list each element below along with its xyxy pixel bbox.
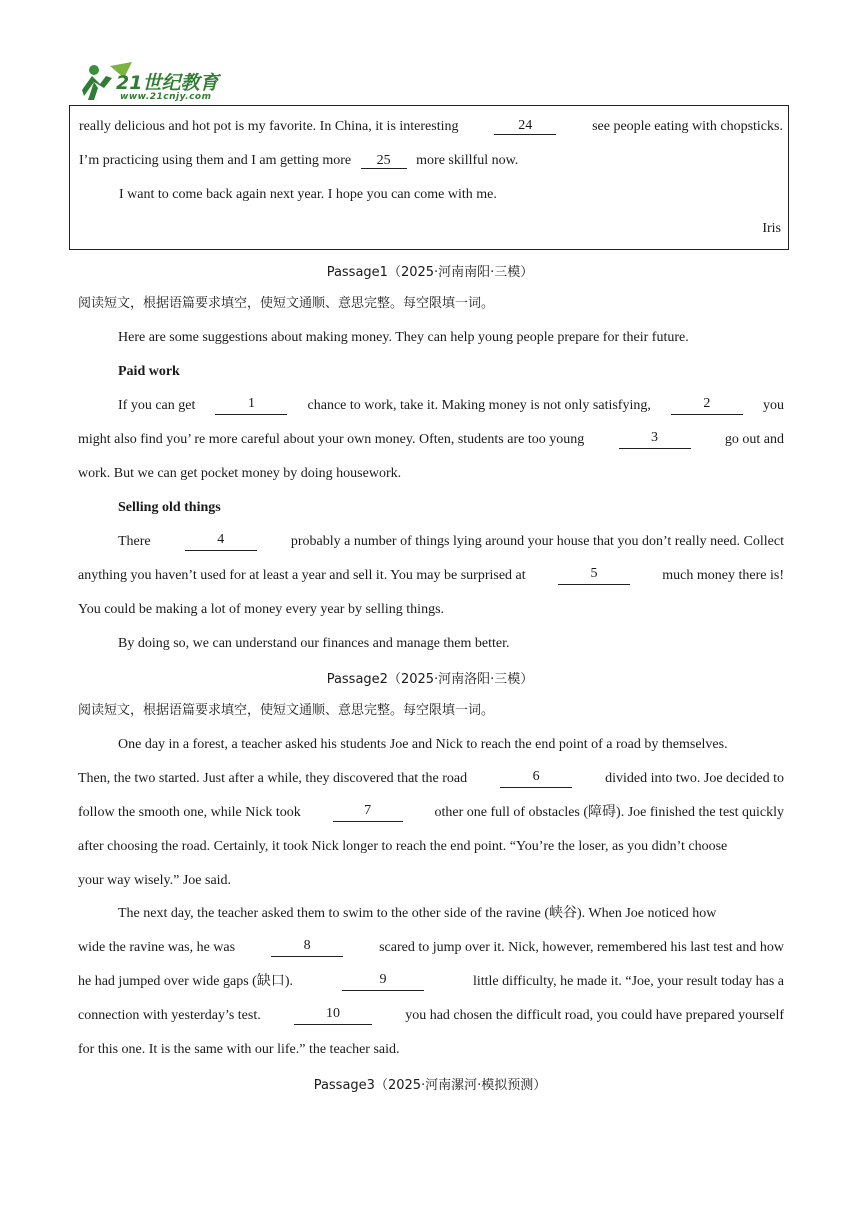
blank-10[interactable]: 10 xyxy=(294,1007,372,1025)
passage1-intro: Here are some suggestions about making money. They can help young people prepare for their future. xyxy=(118,330,689,345)
heading-selling-old-things: Selling old things xyxy=(118,500,221,515)
passage1-line: By doing so, we can understand our finances and manage them better. xyxy=(118,636,510,651)
blank-6[interactable]: 6 xyxy=(500,770,572,788)
blank-1[interactable]: 1 xyxy=(215,397,287,415)
blank-7[interactable]: 7 xyxy=(333,804,403,822)
logo-url: www.21cnjy.com xyxy=(120,92,212,102)
letter-line-2: I’m practicing using them and I am getting more 25 more skillful now. xyxy=(79,153,519,168)
passage2-line: after choosing the road. Certainly, it took Nick longer to reach the end point. “You’re the loser, as you didn’t choose xyxy=(78,839,728,854)
letter-line-1: really delicious and hot pot is my favorite. In China, it is interesting 24 see people eating with chopsticks. xyxy=(79,118,783,134)
passage2-line: wide the ravine was, he was 8 scared to jump over it. Nick, however, remembered his last test and how xyxy=(78,938,784,955)
heading-paid-work: Paid work xyxy=(118,364,180,379)
letter-line-3: I want to come back again next year. I hope you can come with me. xyxy=(119,187,497,202)
blank-24[interactable]: 24 xyxy=(494,119,556,135)
passage1-line: might also find you’ re more careful about your own money. Often, students are too young 3 go out and xyxy=(78,430,784,447)
passage1-line: There 4 probably a number of things lying around your house that you don’t really need. Collect xyxy=(118,532,784,549)
letter-signature: Iris xyxy=(762,221,781,236)
passage1-line: If you can get 1 chance to work, take it. Making money is not only satisfying, 2 you xyxy=(118,396,784,413)
passage2-title: Passage2（2025·河南洛阳·三模） xyxy=(326,672,534,687)
passage1-instructions: 阅读短文，根据语篇要求填空，使短文通顺、意思完整。每空限填一词。 xyxy=(78,296,495,311)
site-logo xyxy=(80,60,250,106)
passage2-line: follow the smooth one, while Nick took 7 other one full of obstacles (障碍). Joe finished the test quickly xyxy=(78,803,784,820)
blank-9[interactable]: 9 xyxy=(342,973,424,991)
blank-3[interactable]: 3 xyxy=(619,431,691,449)
passage2-instructions: 阅读短文，根据语篇要求填空，使短文通顺、意思完整。每空限填一词。 xyxy=(78,703,495,718)
passage2-line: Then, the two started. Just after a while, they discovered that the road 6 divided into two. Joe decided to xyxy=(78,769,784,786)
passage2-line: your way wisely.” Joe said. xyxy=(78,873,232,888)
passage2-line: he had jumped over wide gaps (缺口). 9 little difficulty, he made it. “Joe, your result today has a xyxy=(78,972,784,989)
passage2-line: One day in a forest, a teacher asked his students Joe and Nick to reach the end point of a road by themselves. xyxy=(118,737,728,752)
logo-text: 21世纪教育 xyxy=(116,72,219,94)
passage1-line: You could be making a lot of money every year by selling things. xyxy=(78,602,445,617)
passage2-line: connection with yesterday’s test. 10 you had chosen the difficult road, you could have prepared yourself xyxy=(78,1006,784,1023)
blank-25[interactable]: 25 xyxy=(361,154,407,169)
blank-8[interactable]: 8 xyxy=(271,939,343,957)
passage1-title: Passage1（2025·河南南阳·三模） xyxy=(326,265,534,280)
passage1-line: work. But we can get pocket money by doing housework. xyxy=(78,466,402,481)
passage1-line: anything you haven’t used for at least a year and sell it. You may be surprised at 5 much money there is! xyxy=(78,566,784,583)
blank-5[interactable]: 5 xyxy=(558,567,630,585)
passage2-line: The next day, the teacher asked them to swim to the other side of the ravine (峡谷). When Joe noticed how xyxy=(118,906,717,921)
blank-4[interactable]: 4 xyxy=(185,533,257,551)
passage3-title: Passage3（2025·河南漯河·模拟预测） xyxy=(313,1078,547,1093)
passage2-line: for this one. It is the same with our life.” the teacher said. xyxy=(78,1042,400,1057)
blank-2[interactable]: 2 xyxy=(671,397,743,415)
letter-box xyxy=(69,105,789,250)
